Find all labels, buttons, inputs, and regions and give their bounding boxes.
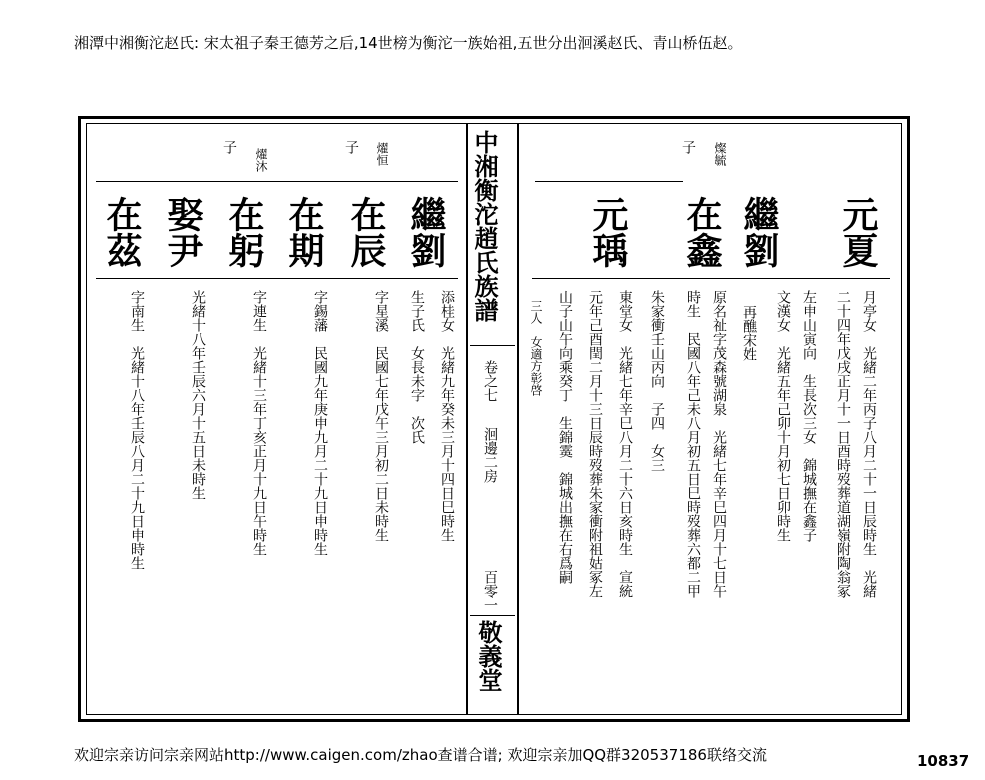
person-name: 在躬 [223, 196, 265, 268]
biography-line: 左申山寅向 生長次三女 錦城撫在鑫子 [801, 290, 817, 542]
biography-line: 生子氏 女長未字 次氏 [409, 290, 425, 444]
person-name: 娶尹 [162, 196, 204, 268]
biography-line: 原名祉字茂森號湖泉 光緒七年辛巳四月十七日午 [711, 290, 727, 598]
page-number: 10837 [917, 752, 970, 770]
center-divider [470, 615, 515, 616]
footer-caption: 欢迎宗亲访问宗亲网站http://www.caigen.com/zhao查谱合谱; 欢迎宗亲加QQ群320537186联络交流 [74, 746, 767, 764]
biography-line: 山子山午向乘癸丁 生錦霙 錦城出撫在右爲嗣 [557, 290, 573, 584]
biography-line: 月亭女 光緒二年丙子八月二十一日辰時生 光緒 [861, 290, 877, 598]
person-name: 在鑫 [681, 196, 723, 268]
center-divider [470, 345, 515, 346]
parent-name: 燿沐 [254, 148, 268, 172]
biography-line: 字錫藩 民國九年庚申九月二十九日申時生 [312, 290, 328, 556]
person-name: 元夏 [837, 196, 879, 268]
biography-line: 文漢女 光緒五年己卯十月初七日卯時生 [775, 290, 791, 542]
biography-line: 二十四年戊戌正月十一日酉時歿葬道湖嶺附陶翁冢 [835, 290, 851, 598]
person-name: 繼劉 [738, 196, 780, 268]
child-label: 子 [343, 140, 359, 154]
biography-line: 元年己酉閏二月十三日辰時歿葬朱家衝附祖姑冢左 [587, 290, 603, 598]
biography-line: 朱家衝壬山丙向 子四 女三 [649, 290, 665, 472]
biography-line: 字星溪 民國七年戊午三月初二日未時生 [373, 290, 389, 542]
parent-name: 燦毓 [713, 142, 727, 166]
biography-line: 添桂女 光緒九年癸未三月十四日巳時生 [439, 290, 455, 542]
biography-line: 光緒十八年壬辰六月十五日未時生 [190, 290, 206, 500]
child-label: 子 [680, 140, 696, 154]
rule-right-big [532, 278, 890, 279]
rule-left [96, 181, 458, 182]
volume-label: 卷之七 [482, 360, 498, 402]
header-caption: 湘潭中湘衡沱赵氏: 宋太祖子秦王德芳之后,14世榜为衡沱一族始祖,五世分出洄溪赵氏、青山桥伍赵。 [74, 34, 743, 52]
genealogy-title: 中湘衡沱趙氏族譜 [470, 130, 499, 322]
rule-left-big [96, 278, 458, 279]
biography-line: 字連生 光緒十三年丁亥正月十九日午時生 [251, 290, 267, 556]
leaf-number: 百零一 [482, 570, 498, 612]
person-name: 元瑀 [587, 196, 629, 268]
rule-right [535, 181, 683, 182]
hall-name: 敬義堂 [474, 620, 503, 692]
parent-name: 燿恒 [375, 142, 389, 166]
biography-line: 時生 民國八年己未八月初五日巳時歿葬六都二甲 [685, 290, 701, 598]
biography-line: 字南生 光緒十八年壬辰八月二十九日申時生 [129, 290, 145, 570]
branch-label: 洄邊二房 [482, 427, 498, 483]
biography-line: 再醮宋姓 [741, 305, 757, 361]
child-label: 子 [221, 140, 237, 154]
biography-line: 東堂女 光緒七年辛巳八月二十六日亥時生 宣統 [617, 290, 633, 598]
person-name: 在辰 [345, 196, 387, 268]
person-name: 在期 [283, 196, 325, 268]
biography-line: 三人 女適方彰啓 [529, 300, 543, 396]
person-name: 繼劉 [405, 196, 447, 268]
person-name: 在茲 [101, 196, 143, 268]
